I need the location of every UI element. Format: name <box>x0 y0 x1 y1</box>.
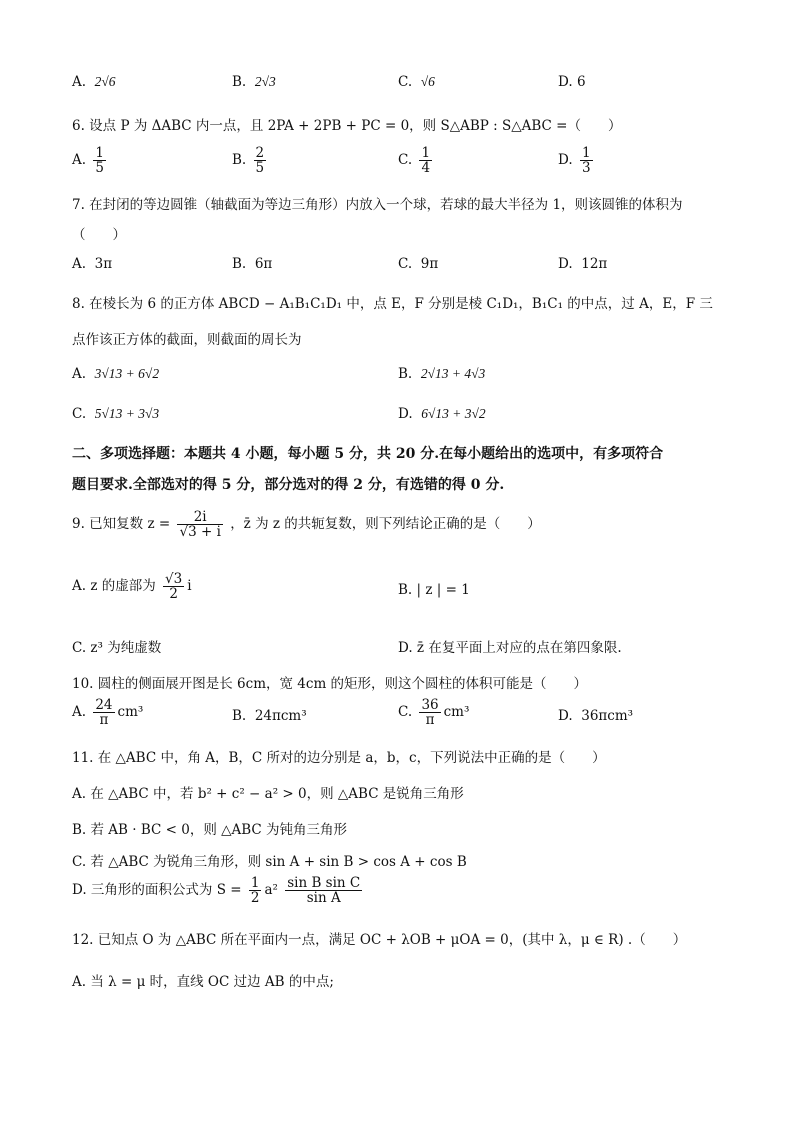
q7-option-a: A. 3π <box>72 256 113 272</box>
q11-option-c: C. 若 △ABC 为锐角三角形，则 sin A + sin B > cos A + cos B <box>72 854 467 870</box>
q7-stem: 7. 在封闭的等边圆锥（轴截面为等边三角形）内放入一个球，若球的最大半径为 1，则该圆锥的体积为 <box>72 197 683 213</box>
q5-option-d: D. 6 <box>558 74 586 90</box>
q7-option-c: C. 9π <box>398 256 439 272</box>
q8-option-c: C. 5√13 + 3√3 <box>72 406 160 422</box>
q11-option-a: A. 在 △ABC 中，若 b² + c² − a² > 0，则 △ABC 是锐角三角形 <box>72 786 464 802</box>
q10-option-b: B. 24πcm³ <box>232 708 307 724</box>
fraction: $\frac{1}{4}$ <box>421 145 431 177</box>
q11-option-d: D. 三角形的面积公式为 S = $\frac{1}{2}$ a² $\frac{\text{sin B sin C}}{\text{sin A}}$ <box>72 875 361 907</box>
fraction: $\frac{1}{5}$ <box>95 145 104 177</box>
q9-option-c: C. z³ 为纯虚数 <box>72 640 162 656</box>
fraction: $\frac{36}{\pi}$ <box>421 697 439 729</box>
q11-stem: 11. 在 △ABC 中，角 A，B，C 所对的边分别是 a，b，c，下列说法中正确的是（ ） <box>72 750 606 766</box>
q9-stem: 9. 已知复数 z = $\frac{2i}{√3 + i}$ ，z̄ 为 z 的共轭复数，则下列结论正确的是（ ） <box>72 509 541 541</box>
fraction: $\frac{1}{3}$ <box>581 145 591 177</box>
q5-option-c: C. √6 <box>398 74 435 90</box>
q8-option-b: B. 2√13 + 4√3 <box>398 366 486 382</box>
q7-option-d: D. 12π <box>558 256 608 272</box>
fraction: $\frac{2i}{√3 + i}$ <box>179 509 221 541</box>
q6-stem: 6. 设点 P 为 ΔABC 内一点，且 2PA + 2PB + PC = 0，则 S△ABP : S△ABC =（ ） <box>72 118 622 134</box>
q10-stem: 10. 圆柱的侧面展开图是长 6cm，宽 4cm 的矩形，则这个圆柱的体积可能是（ ） <box>72 676 588 692</box>
q7-stem-cont: （ ） <box>72 227 126 243</box>
fraction: $\frac{24}{\pi}$ <box>95 697 113 729</box>
q9-option-a: A. z 的虚部为 $\frac{√3}{2}$ i <box>72 571 192 603</box>
q5-option-b: B. 2√3 <box>232 74 276 90</box>
section-heading: 二、多项选择题：本题共 4 小题，每小题 5 分，共 20 分.在每小题给出的选项中，有多项符合 <box>72 446 664 462</box>
q8-option-d: D. 6√13 + 3√2 <box>398 406 486 422</box>
section-heading-cont: 题目要求.全部选对的得 5 分，部分选对的得 2 分，有选错的得 0 分. <box>72 477 505 493</box>
q6-option-b: B. $\frac{2}{5}$ <box>232 145 265 177</box>
q8-option-a: A. 3√13 + 6√2 <box>72 366 160 382</box>
q12-stem: 12. 已知点 O 为 △ABC 所在平面内一点，满足 OC + λOB + μOA = 0，(其中 λ，μ ∈ R) .（ ） <box>72 932 687 948</box>
q12-option-a: A. 当 λ = μ 时，直线 OC 过边 AB 的中点; <box>72 974 334 990</box>
fraction: $\frac{\text{sin B sin C}}{\text{sin A}}$ <box>287 875 361 907</box>
q10-option-d: D. 36πcm³ <box>558 708 634 724</box>
q6-option-d: D. $\frac{1}{3}$ <box>558 145 591 177</box>
q6-option-a: A. $\frac{1}{5}$ <box>72 145 104 177</box>
q9-option-d: D. z̄ 在复平面上对应的点在第四象限. <box>398 640 622 656</box>
q11-option-b: B. 若 AB · BC < 0，则 △ABC 为钝角三角形 <box>72 822 348 838</box>
fraction: $\frac{1}{2}$ <box>250 875 260 907</box>
q10-option-c: C. $\frac{36}{\pi}$ cm³ <box>398 697 470 729</box>
q8-stem: 8. 在棱长为 6 的正方体 ABCD − A₁B₁C₁D₁ 中，点 E，F 分别是棱 C₁D₁，B₁C₁ 的中点，过 A，E，F 三 <box>72 296 713 312</box>
fraction: $\frac{√3}{2}$ <box>165 571 183 603</box>
fraction: $\frac{2}{5}$ <box>255 145 265 177</box>
q5-option-a: A. 2√6 <box>72 74 116 90</box>
q10-option-a: A. $\frac{24}{\pi}$ cm³ <box>72 697 144 729</box>
q8-stem-cont: 点作该正方体的截面，则截面的周长为 <box>72 332 302 348</box>
q7-option-b: B. 6π <box>232 256 273 272</box>
q6-option-c: C. $\frac{1}{4}$ <box>398 145 431 177</box>
q9-option-b: B. | z | = 1 <box>398 582 470 598</box>
